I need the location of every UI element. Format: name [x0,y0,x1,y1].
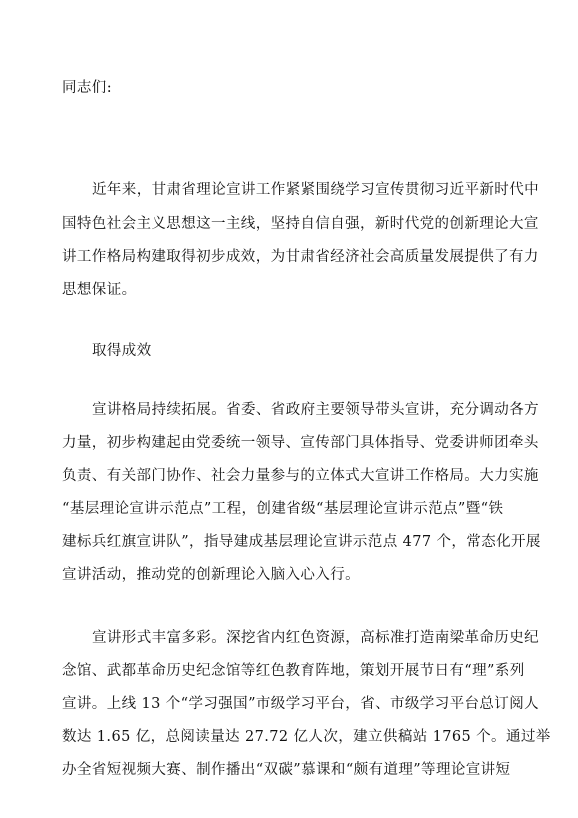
paragraph-line: 思想保证。 [62,282,137,298]
paragraph-line: 近年来，甘肃省理论宣讲工作紧紧围绕学习宣传贯彻习近平新时代中 [92,182,539,198]
paragraph-line: “基层理论宣讲示范点”工程，创建省级“基层理论宣讲示范点”暨“铁 [62,501,504,517]
section-heading: 取得成效 [92,343,152,359]
paragraph-line: 国特色社会主义思想这一主线，坚持自信自强，新时代党的创新理论大宣 [62,216,539,232]
salutation: 同志们: [62,80,112,96]
paragraph-line: 宣讲活动，推动党的创新理论入脑入心入行。 [62,567,360,583]
paragraph-line: 负责、有关部门协作、社会力量参与的立体式大宣讲工作格局。大力实施 [62,468,539,484]
paragraph-line: 办全省短视频大赛、制作播出“双碳”慕课和“颇有道理”等理论宣讲短 [62,762,511,778]
paragraph-line: 讲工作格局构建取得初步成效，为甘肃省经济社会高质量发展提供了有力 [62,249,539,265]
paragraph-line: 宣讲。上线 13 个“学习强国”市级学习平台，省、市级学习平台总订阅人 [62,696,539,712]
paragraph-line: 念馆、武都革命历史纪念馆等红色教育阵地，策划开展节日有“理”系列 [62,663,525,679]
paragraph-line: 宣讲格局持续拓展。省委、省政府主要领导带头宣讲，充分调动各方 [92,402,539,418]
paragraph-line: 力量，初步构建起由党委统一领导、宣传部门具体指导、党委讲师团牵头 [62,435,539,451]
paragraph-line: 宣讲形式丰富多彩。深挖省内红色资源，高标准打造南梁革命历史纪 [92,630,539,646]
paragraph-line: 数达 1.65 亿，总阅读量达 27.72 亿人次，建立供稿站 1765 个。通过举 [62,729,551,745]
paragraph-line: 建标兵红旗宣讲队”，指导建成基层理论宣讲示范点 477 个，常态化开展 [62,534,541,550]
